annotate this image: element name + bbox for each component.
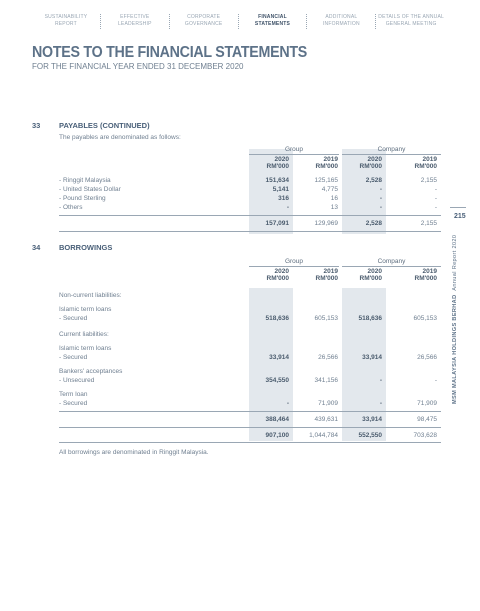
subheading-noncurrent: Non-current liabilities: (59, 292, 122, 299)
table-row: - Secured 518,636 605,153 518,636 605,153 (59, 315, 437, 322)
table-double-rule (59, 442, 441, 444)
subheading-current: Current liabilities: (59, 331, 109, 338)
nav-additional-information[interactable]: ADDITIONAL INFORMATION (322, 14, 360, 27)
section-number: 33 (32, 121, 41, 130)
group-header: Group (249, 146, 339, 155)
section-title: PAYABLES (CONTINUED) (59, 121, 150, 130)
total-row: 157,091 129,969 2,528 2,155 (265, 220, 437, 227)
col-header-year: 2019 RM'000 (414, 268, 437, 282)
row-label: Islamic term loans (59, 306, 112, 313)
side-company-name: MSM MALAYSIA HOLDINGS BERHAD (452, 294, 458, 404)
section-title: BORROWINGS (59, 243, 113, 252)
nav-financial-statements[interactable]: FINANCIAL STATEMENTS (254, 14, 291, 27)
section-34-heading (32, 243, 112, 252)
nav-effective-leadership[interactable]: EFFECTIVE LEADERSHIP (117, 14, 152, 27)
company-header: Company (342, 258, 441, 267)
table-row: - Secured 33,914 26,566 33,914 26,566 (59, 354, 437, 361)
nav-sustainability-report[interactable]: SUSTAINABILITY REPORT (44, 14, 88, 27)
side-report-name: Annual Report 2020 (452, 234, 458, 291)
table-rule (59, 215, 441, 216)
table-row: - Pound Sterling 316 16 - - (59, 195, 437, 202)
col-header-year: 2019 RM'000 (414, 156, 437, 170)
table-double-rule (59, 231, 441, 233)
table-rule (59, 411, 441, 412)
nav-corporate-governance[interactable]: CORPORATE GOVERNANCE (184, 14, 223, 27)
table-row: - United States Dollar 5,141 4,775 - - (59, 186, 437, 193)
page-number: 215 (454, 213, 466, 220)
side-report-title (452, 234, 458, 404)
nav-annual-general-meeting[interactable]: DETAILS OF THE ANNUAL GENERAL MEETING (378, 14, 444, 27)
page-subtitle: FOR THE FINANCIAL YEAR ENDED 31 DECEMBER 2020 (32, 62, 244, 71)
section-nav (32, 14, 446, 29)
col-header-year: 2019 RM'000 (315, 156, 338, 170)
company-header: Company (342, 146, 441, 155)
row-label: Bankers' acceptances (59, 368, 123, 375)
section-33-heading (32, 121, 150, 130)
page-tab-rule (450, 207, 466, 208)
col-header-year: 2019 RM'000 (315, 268, 338, 282)
table-row: - Others - 13 - - (59, 204, 437, 211)
page-title: NOTES TO THE FINANCIAL STATEMENTS (32, 44, 308, 61)
row-label: Islamic term loans (59, 345, 112, 352)
table-row: - Ringgit Malaysia 151,634 125,165 2,528 2,155 (59, 177, 437, 184)
col-header-year: 2020 RM'000 (359, 268, 382, 282)
table-rule (59, 427, 441, 428)
col-header-year: 2020 RM'000 (266, 156, 289, 170)
row-label: Term loan (59, 391, 88, 398)
table-row: - Unsecured 354,550 341,156 - - (59, 377, 437, 384)
borrowings-note: All borrowings are denominated in Ringgit Malaysia. (59, 449, 209, 456)
subtotal-row: 388,464 439,631 33,914 98,475 (265, 416, 437, 423)
payables-intro: The payables are denominated as follows: (59, 134, 181, 141)
group-header: Group (249, 258, 339, 267)
table-row: - Secured - 71,909 - 71,909 (59, 400, 437, 407)
col-header-year: 2020 RM'000 (359, 156, 382, 170)
section-number: 34 (32, 243, 41, 252)
total-row: 907,100 1,044,784 552,550 703,628 (265, 432, 437, 439)
col-header-year: 2020 RM'000 (266, 268, 289, 282)
